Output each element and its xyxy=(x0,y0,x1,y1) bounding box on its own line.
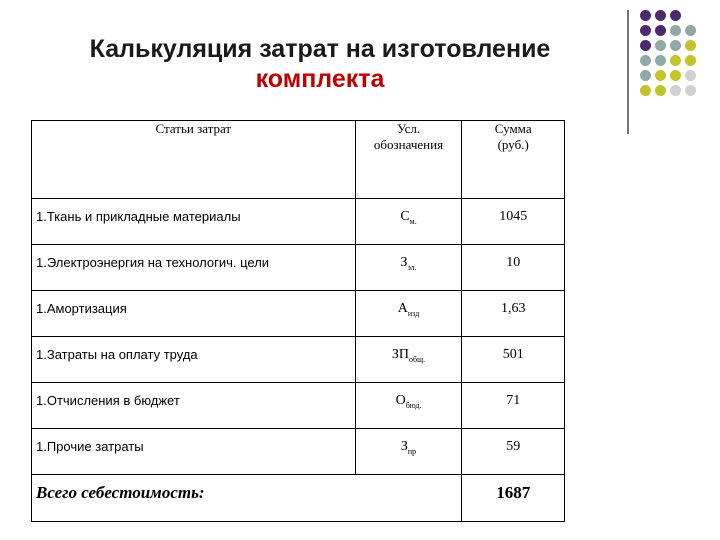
table-row xyxy=(32,429,565,475)
header-symbol-line2: обозначения xyxy=(373,137,444,152)
row-name: 1.Ткань и прикладные материалы xyxy=(32,199,356,245)
dot xyxy=(655,25,666,36)
dot xyxy=(655,40,666,51)
row-sum: 10 xyxy=(462,245,565,291)
row-symbol xyxy=(355,429,462,475)
row-name: 1.Электроэнергия на технологич. цели xyxy=(32,245,356,291)
dot xyxy=(670,55,681,66)
table-row xyxy=(32,245,565,291)
header-items: Статьи затрат xyxy=(32,121,356,199)
header-sum-line1: Сумма xyxy=(494,121,532,136)
header-symbol-line1: Усл. xyxy=(396,121,421,136)
dot xyxy=(640,55,651,66)
header-symbol xyxy=(355,121,462,199)
symbol-sub: пр xyxy=(407,447,417,456)
header-sum xyxy=(462,121,565,199)
table-row xyxy=(32,337,565,383)
symbol-main: О xyxy=(395,393,406,408)
row-sum: 1045 xyxy=(462,199,565,245)
row-symbol xyxy=(355,291,462,337)
row-name: 1.Прочие затраты xyxy=(32,429,356,475)
dot xyxy=(670,40,681,51)
dot xyxy=(655,10,666,21)
dot xyxy=(670,85,681,96)
symbol-main: З xyxy=(400,439,408,454)
row-sum: 71 xyxy=(462,383,565,429)
dot xyxy=(685,70,696,81)
total-sum: 1687 xyxy=(462,475,565,522)
row-sum: 1,63 xyxy=(462,291,565,337)
cost-table xyxy=(31,120,565,522)
symbol-sub: изд xyxy=(407,309,420,318)
dot xyxy=(685,85,696,96)
dot xyxy=(655,55,666,66)
symbol-sub: эл. xyxy=(407,263,417,272)
row-symbol xyxy=(355,245,462,291)
dot xyxy=(670,70,681,81)
row-sum: 59 xyxy=(462,429,565,475)
dot xyxy=(670,10,681,21)
decorative-divider xyxy=(627,10,629,134)
dot xyxy=(640,40,651,51)
dot xyxy=(685,25,696,36)
row-symbol xyxy=(355,383,462,429)
row-name: 1.Затраты на оплату труда xyxy=(32,337,356,383)
row-name: 1.Отчисления в бюджет xyxy=(32,383,356,429)
row-name: 1.Амортизация xyxy=(32,291,356,337)
dot xyxy=(655,70,666,81)
table-row xyxy=(32,383,565,429)
dot xyxy=(685,40,696,51)
total-label: Всего себестоимость: xyxy=(32,475,462,522)
dot xyxy=(640,25,651,36)
row-sum: 501 xyxy=(462,337,565,383)
symbol-main: З xyxy=(400,255,408,270)
dot xyxy=(655,85,666,96)
dot xyxy=(685,55,696,66)
table-header-row xyxy=(32,121,565,199)
header-sum-line2: (руб.) xyxy=(497,137,529,152)
title-line-2: комплекта xyxy=(255,65,385,93)
table-total-row xyxy=(32,475,565,522)
title-line-1: Калькуляция затрат на изготовление xyxy=(89,35,551,63)
table-row xyxy=(32,291,565,337)
row-symbol xyxy=(355,337,462,383)
dot xyxy=(640,85,651,96)
dot xyxy=(640,10,651,21)
symbol-sub: общ. xyxy=(408,355,426,364)
symbol-main: А xyxy=(397,301,408,316)
row-symbol xyxy=(355,199,462,245)
symbol-sub: м. xyxy=(409,217,417,226)
decorative-dot-grid xyxy=(640,10,720,110)
symbol-main: ЗП xyxy=(391,347,409,362)
page-title xyxy=(40,34,600,94)
symbol-main: С xyxy=(400,209,410,224)
dot xyxy=(670,25,681,36)
table-row xyxy=(32,199,565,245)
dot xyxy=(640,70,651,81)
symbol-sub: бюд. xyxy=(405,401,422,410)
